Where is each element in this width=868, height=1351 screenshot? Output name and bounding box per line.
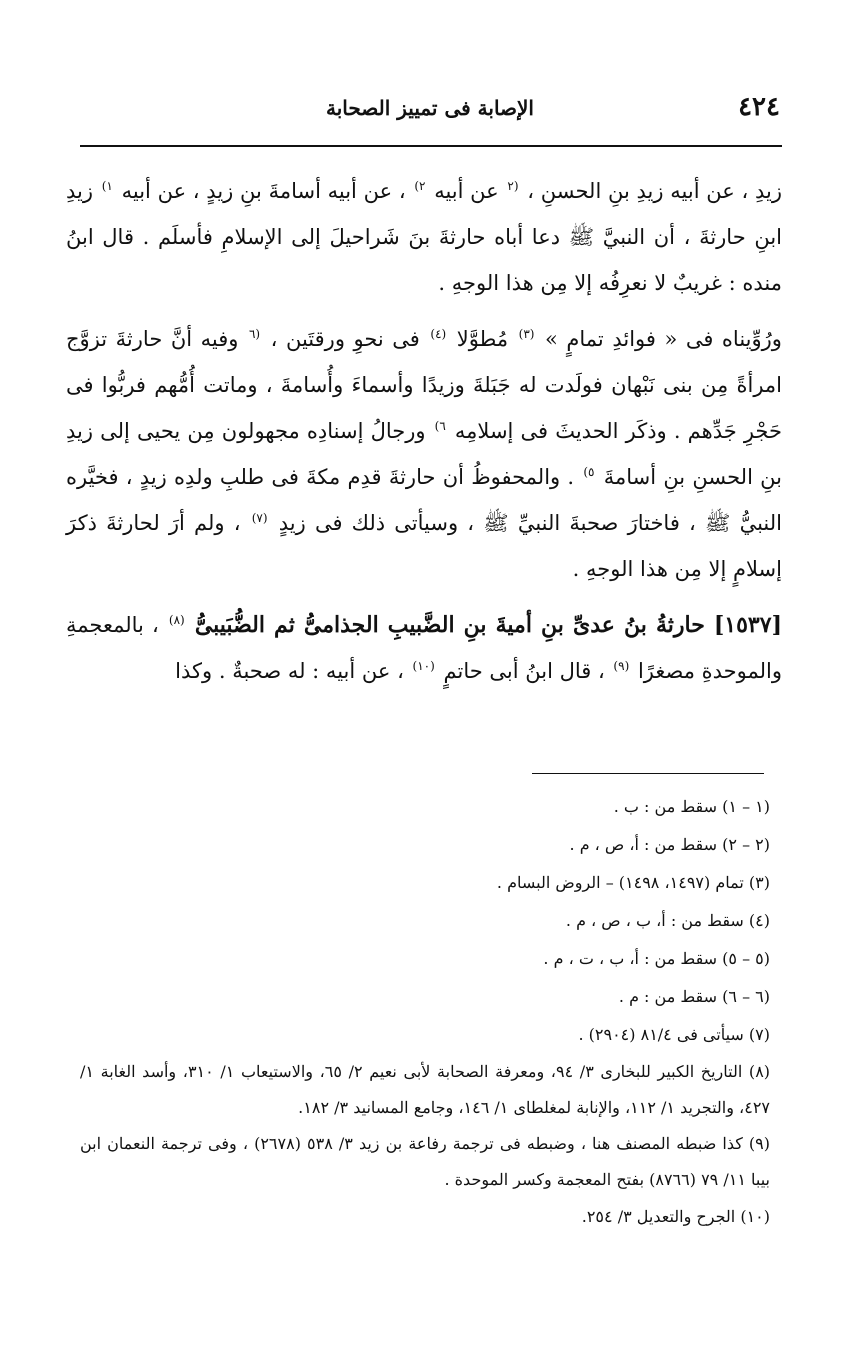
- footnote-separator: [532, 773, 764, 774]
- footnote-marker: ٥): [583, 465, 595, 479]
- main-text: [66, 168, 782, 704]
- text-span: فى نحوِ ورقتَين ،: [270, 327, 420, 351]
- footnote: (٩) كذا ضبطه المصنف هنا ، وضبطه فى ترجمة رفاعة بن زيد ٣/ ٥٣٨ (٢٦٧٨) ، وفى ترجمة النعمان ابن بيبا ١١/ ٧٩ (٨٧٦٦) بفتح المعجمة وكسر الموحدة .: [80, 1134, 771, 1189]
- text-span: زيدِ ابنِ حارثةَ ، أن النبيَّ ﷺ دعا أباه حارثةَ بنَ شَراحيلَ إلى الإسلامِ فأسلَم . قال ابنُ منده : غريبٌ لا نعرِفُه إلا مِن هذا الوجهِ .: [66, 179, 782, 295]
- paragraph-1: [66, 168, 782, 306]
- text-span: ، عن أبيه أسامةَ بنِ زيدٍ ، عن أبيه: [121, 179, 406, 203]
- footnote-marker: ١): [101, 179, 113, 193]
- paragraph-3: [66, 602, 782, 694]
- footnote: (٧) سيأتى فى ٨١/٤ (٢٩٠٤) .: [578, 1025, 770, 1044]
- text-span: زيدِ ، عن أبيه زيدِ بنِ الحسنِ ،: [527, 179, 782, 203]
- footnote: (١ – ١) سقط من : ب .: [613, 797, 770, 816]
- footnote: (٨) التاريخ الكبير للبخارى ٣/ ٩٤، ومعرفة الصحابة لأبى نعيم ٢/ ٦٥، والاستيعاب ١/ ٣١٠، وأسد الغابة ١/ ٤٢٧، والتجريد ١/ ١١٢، والإنابة لمغلطاى ١/ ١٤٦، وجامع المسانيد ٣/ ١٨٢.: [80, 1062, 771, 1117]
- footnote-marker: (٩): [613, 659, 630, 673]
- footnote-marker: (٢: [507, 179, 519, 193]
- footnote-marker: (٤): [430, 327, 447, 341]
- footnote: (٢ – ٢) سقط من : أ، ص ، م .: [569, 835, 770, 854]
- page-header: [80, 92, 780, 132]
- footnote: (١٠) الجرح والتعديل ٣/ ٢٥٤.: [581, 1207, 770, 1226]
- text-span: ، عن أبيه : له صحبةٌ . وكذا: [175, 659, 404, 683]
- paragraph-2: [66, 316, 782, 592]
- text-span: ، بالمعجمةِ والموحدةِ مصغرًا: [66, 613, 782, 683]
- text-span: ، ولم أرَ لحارثةَ ذكرَ إسلامٍ إلا مِن هذا الوجهِ .: [66, 511, 782, 581]
- footnote: (٥ – ٥) سقط من : أ، ب ، ت ، م .: [543, 949, 770, 968]
- footnote: (٣) تمام (١٤٩٧، ١٤٩٨) – الروض البسام .: [496, 873, 770, 892]
- footnote-marker: (٨): [168, 613, 185, 627]
- text-span: ورجالُ إسنادِه مجهولون مِن يحيى إلى زيدِ بنِ الحسنِ بنِ أسامةَ: [66, 419, 782, 489]
- text-span: ورُوِّيناه فى « فوائدِ تمامٍ »: [545, 327, 782, 351]
- text-span: وفيه أنَّ حارثةَ تزوَّج امرأةً مِن بنى نَبْهان فولَدت له جَبَلةَ وزيدًا وأسماءَ وأُسامةَ ، وماتت أُمُّهم فربُّوا فى حَجْرِ جَدِّهم . وذكَر الحديثَ فى إسلامِه: [66, 327, 782, 443]
- text-span: مُطوَّلا: [456, 327, 509, 351]
- footnotes: [80, 788, 770, 1236]
- running-title: الإصابة فى تمييز الصحابة: [326, 96, 534, 120]
- footnote-marker: (٦: [248, 327, 261, 341]
- footnote: (٦ – ٦) سقط من : م .: [618, 987, 770, 1006]
- footnote-marker: (٣): [518, 327, 535, 341]
- text-span: ، قال ابنُ أبى حاتمٍ: [443, 659, 605, 683]
- footnote-marker: ٢): [414, 179, 426, 193]
- footnote-marker: (١٠): [412, 659, 435, 673]
- page-number: ٤٢٤: [738, 92, 780, 122]
- footnote-marker: ٦): [434, 419, 446, 433]
- text-span: . والمحفوظُ أن حارثةَ قدِم مكةَ فى طلبِ ولدِه زيدٍ ، فخيَّره النبيُّ ﷺ ، فاختارَ صحبةَ النبيِّ ﷺ ، وسيأتى ذلك فى زيدٍ: [66, 465, 782, 535]
- footnote: (٤) سقط من : أ، ب ، ص ، م .: [565, 911, 770, 930]
- entry-heading: [١٥٣٧] حارثةُ بنُ عدىِّ بنِ أميةَ بنِ الضَّبيبِ الجذامىُّ ثم الضُّبَيبىُّ: [194, 612, 782, 638]
- header-rule: [80, 145, 782, 147]
- footnote-marker: (٧): [251, 511, 268, 525]
- text-span: عن أبيه: [434, 179, 499, 203]
